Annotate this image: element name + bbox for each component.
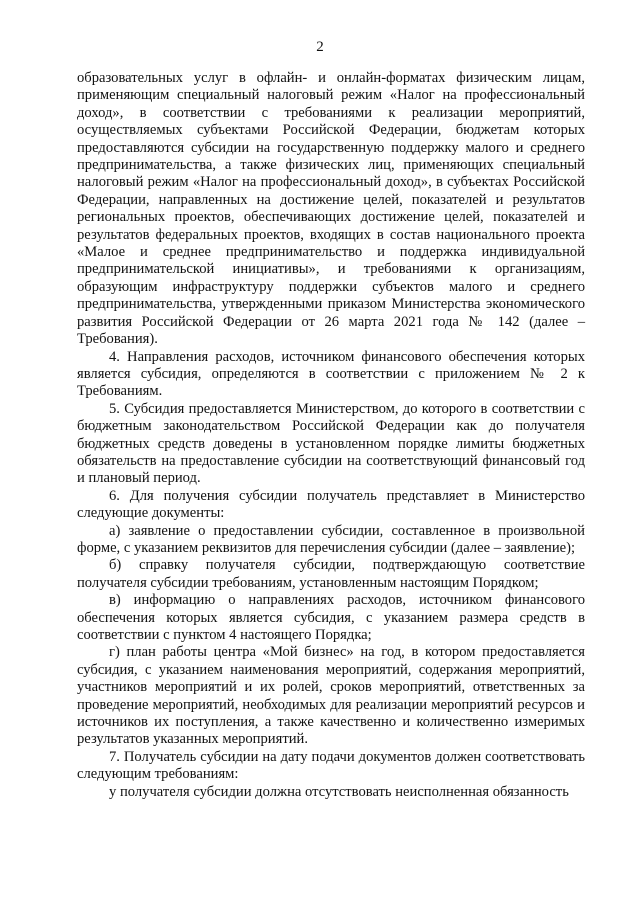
paragraph-subitem-g: г) план работы центра «Мой бизнес» на год, в котором предоставляется субсидия, с указанием наименования мероприятий, содержания мероприятий, участников мероприятий и их ролей, сроков мероприятий, ответственных за проведение мероприятий, необходимых для реализации мероприятий ресурсов и источников их поступления, а также качественно и количественно измеримых результатов указанных мероприятий. — [77, 644, 585, 748]
page-number: 2 — [316, 39, 324, 55]
paragraph-item-7: 7. Получатель субсидии на дату подачи документов должен соответствовать следующим требованиям: — [77, 748, 585, 783]
paragraph-intro-continuation: образовательных услуг в офлайн- и онлайн-форматах физическим лицам, применяющим специальный налоговый режим «Налог на профессиональный доход», в соответствии с требованиями к реализации мероприятий, осуществляемых субъектами Российской Федерации, бюджетам которых предоставляются субсидии на государственную поддержку малого и среднего предпринимательства, а также физических лиц, применяющих специальный налоговый режим «Налог на профессиональный доход», в субъектах Российской Федерации, направленных на достижение целей, показателей и результатов региональных проектов, обеспечивающих достижение целей, показателей и результатов федеральных проектов, входящих в состав национального проекта «Малое и среднее предпринимательство и поддержка индивидуальной предпринимательской инициативы», и требованиями к организациям, образующим инфраструктуру поддержки субъектов малого и среднего предпринимательства, утвержденными приказом Министерства экономического развития Российской Федерации от 26 марта 2021 года № 142 (далее – Требования). — [77, 70, 585, 348]
document-body — [77, 70, 585, 801]
paragraph-subitem-b: б) справку получателя субсидии, подтверждающую соответствие получателя субсидии требованиям, установленным настоящим Порядком; — [77, 557, 585, 591]
paragraph-subitem-a: а) заявление о предоставлении субсидии, составленное в произвольной форме, с указанием реквизитов для перечисления субсидии (далее – заявление); — [77, 522, 585, 556]
paragraph-item-4: 4. Направления расходов, источником финансового обеспечения которых является субсидия, определяются в соответствии с приложением № 2 к Требованиям. — [77, 348, 585, 400]
paragraph-subitem-v: в) информацию о направлениях расходов, источником финансового обеспечения которых является субсидия, с указанием размера средств в соответствии с пунктом 4 настоящего Порядка; — [77, 592, 585, 643]
paragraph-item-6: 6. Для получения субсидии получатель представляет в Министерство следующие документы: — [77, 487, 585, 522]
paragraph-item-5: 5. Субсидия предоставляется Министерством, до которого в соответствии с бюджетным законодательством Российской Федерации как до получателя бюджетных средств доведены в установленном порядке лимиты бюджетных обязательств на предоставление субсидии на соответствующий финансовый год и плановый период. — [77, 400, 585, 487]
paragraph-requirement-start: у получателя субсидии должна отсутствовать неисполненная обязанность — [109, 783, 569, 800]
